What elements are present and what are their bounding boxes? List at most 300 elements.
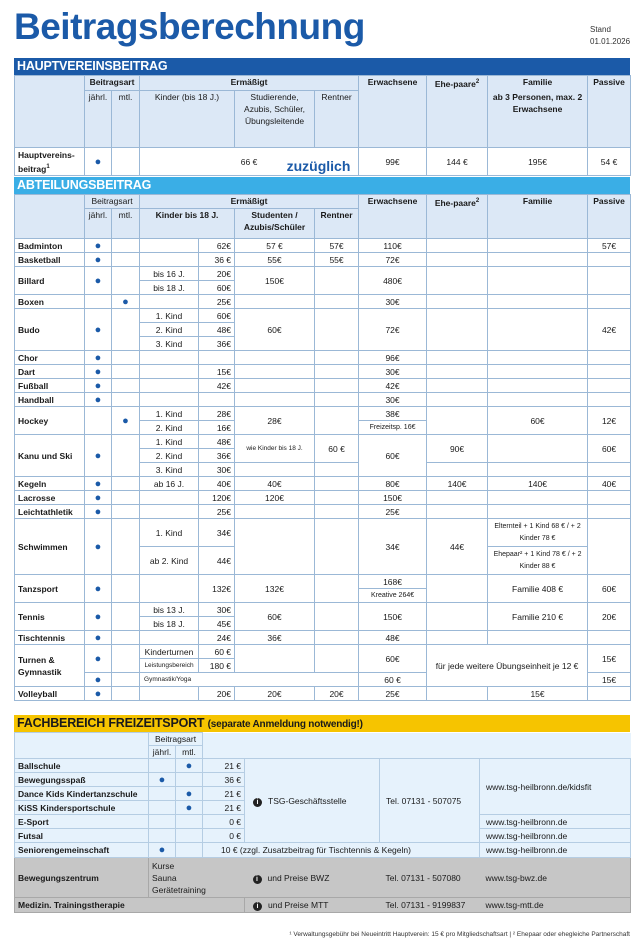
passive-value: 12€: [588, 407, 631, 435]
corner-cell: [15, 76, 85, 148]
empty-cell: [112, 505, 140, 519]
empty-cell: [315, 477, 359, 491]
empty-cell: [149, 801, 176, 815]
table-row: [15, 295, 631, 309]
empty-cell: [199, 393, 235, 407]
empty-cell: [315, 365, 359, 379]
empty-cell: [588, 491, 631, 505]
table-row: [15, 435, 631, 449]
kinder-value: 25€: [199, 505, 235, 519]
erw-value: 30€: [359, 393, 427, 407]
empty-cell: [315, 575, 359, 603]
header-kinder: Kinder bis 18 J.: [140, 209, 235, 239]
empty-cell: [235, 295, 315, 309]
empty-cell: [588, 519, 631, 575]
row-label: Ballschule: [15, 759, 149, 773]
bwz-info: [245, 858, 380, 898]
jaehrl-dot: ●: [85, 148, 112, 176]
row-label: Hauptvereins-beitrag$^1$: [15, 148, 85, 176]
kinder-value: 40€: [199, 477, 235, 491]
table-row: [15, 843, 631, 858]
empty-cell: [588, 463, 631, 477]
empty-cell: [112, 309, 140, 351]
contact-label: TSG-Geschäftsstelle: [268, 795, 347, 806]
empty-cell: [112, 393, 140, 407]
table-row: [15, 505, 631, 519]
empty-cell: [315, 519, 359, 575]
erw-value: 30€: [359, 365, 427, 379]
kinder-value: 30€: [199, 463, 235, 477]
empty-cell: [488, 309, 588, 351]
url-link[interactable]: www.tsg-heilbronn.de: [480, 843, 631, 858]
freizeit-title: FACHBEREICH FREIZEITSPORT (separate Anmeldung notwendig!): [14, 715, 630, 732]
stud-value: 28€: [235, 407, 315, 435]
empty-cell: [427, 575, 488, 603]
row-label: Boxen: [15, 295, 85, 309]
table-row: [15, 253, 631, 267]
kinder-value: 60€: [199, 309, 235, 323]
jaehrl-dot: ●: [85, 645, 112, 673]
empty-cell: [427, 351, 488, 365]
url-link[interactable]: www.tsg-bwz.de: [480, 858, 631, 898]
empty-cell: [488, 267, 588, 295]
kinder-sub: 1. Kind: [140, 435, 199, 449]
erw-value: 99€: [359, 148, 427, 176]
stud-value: wie Kinder bis 18 J.: [235, 435, 315, 463]
kinder-value: 44€: [199, 547, 235, 575]
empty-cell: [588, 351, 631, 365]
ehe-value: 140€: [427, 477, 488, 491]
empty-cell: [235, 645, 315, 673]
empty-cell: [427, 463, 488, 477]
empty-cell: [140, 505, 199, 519]
empty-cell: [85, 295, 112, 309]
empty-cell: [149, 759, 176, 773]
mtl-dot: ●: [112, 407, 140, 435]
jaehrl-dot: ●: [149, 773, 176, 787]
empty-cell: [176, 843, 203, 858]
empty-cell: [488, 393, 588, 407]
stud-value: 150€: [235, 267, 315, 295]
header-familie: Familie ab 3 Personen, max. 2 Erwachsene: [488, 76, 588, 148]
empty-cell: [315, 603, 359, 631]
row-label: Schwimmen: [15, 519, 85, 575]
jaehrl-dot: ●: [85, 575, 112, 603]
row-label: Tennis: [15, 603, 85, 631]
erw-value: 30€: [359, 295, 427, 309]
kinder-value: 132€: [199, 575, 235, 603]
bwz-item: Gerätetraining: [152, 884, 206, 895]
empty-cell: [235, 351, 315, 365]
empty-cell: [588, 505, 631, 519]
header-passive: Passive: [588, 195, 631, 239]
empty-cell: [315, 309, 359, 351]
kinder-sub: bis 18 J.: [140, 281, 199, 295]
empty-cell: [588, 379, 631, 393]
empty-cell: [488, 239, 588, 253]
rentner-value: 57€: [315, 239, 359, 253]
empty-cell: [112, 379, 140, 393]
empty-cell: [427, 603, 488, 631]
header-beitragsart: Beitragsart: [85, 76, 140, 91]
familie-value: Familie 408 €: [488, 575, 588, 603]
header-beitragsart: Beitragsart: [149, 733, 203, 746]
table-row: [15, 477, 631, 491]
passive-value: 42€: [588, 309, 631, 351]
erw-value: 60€: [359, 645, 427, 673]
contact-cell: [245, 759, 380, 843]
empty-cell: [315, 267, 359, 295]
empty-cell: [488, 631, 588, 645]
row-label: Lacrosse: [15, 491, 85, 505]
price-value: 0 €: [203, 815, 245, 829]
passive-value: 60€: [588, 575, 631, 603]
row-label: Chor: [15, 351, 85, 365]
table-row: [15, 393, 631, 407]
rentner-value: 55€: [315, 253, 359, 267]
empty-cell: [588, 365, 631, 379]
row-label: Turnen & Gymnastik: [15, 645, 85, 687]
empty-cell: [588, 267, 631, 295]
kinder-value: 28€: [199, 407, 235, 421]
empty-cell: [315, 407, 359, 435]
empty-cell: [199, 351, 235, 365]
stud-value: 60€: [235, 603, 315, 631]
header-erwachsene: Erwachsene: [359, 76, 427, 148]
empty-cell: [427, 267, 488, 295]
empty-cell: [488, 365, 588, 379]
turnen-note: für jede weitere Übungseinheit je 12 €: [427, 645, 588, 687]
kinder-sub: 3. Kind: [140, 337, 199, 351]
erw-value: 34€: [359, 519, 427, 575]
kinder-value: 45€: [199, 617, 235, 631]
jaehrl-dot: ●: [85, 673, 112, 687]
empty-cell: [588, 393, 631, 407]
jaehrl-dot: ●: [85, 239, 112, 253]
zuzueglich-label: zuzüglich: [286, 158, 351, 174]
passive-value: 20€: [588, 603, 631, 631]
price-value: 21 €: [203, 787, 245, 801]
bwz-item: Kurse: [152, 860, 175, 871]
stand-value: 01.01.2026: [590, 37, 631, 46]
row-label: KiSS Kindersportschule: [15, 801, 149, 815]
empty-cell: [427, 295, 488, 309]
kinder-value: 36 €: [199, 253, 235, 267]
jaehrl-dot: ●: [85, 519, 112, 575]
table-row: [15, 575, 631, 589]
empty-cell: [315, 379, 359, 393]
stud-value: 55€: [235, 253, 315, 267]
stud-value: 20€: [235, 687, 315, 701]
empty-cell: [140, 253, 199, 267]
price-value: 0 €: [203, 829, 245, 843]
empty-cell: [315, 393, 359, 407]
empty-cell: [140, 491, 199, 505]
empty-cell: [315, 505, 359, 519]
row-label: Dart: [15, 365, 85, 379]
empty-cell: [140, 687, 199, 701]
empty-cell: [140, 239, 199, 253]
empty-cell: [176, 829, 203, 843]
erw-value: 72€: [359, 253, 427, 267]
empty-cell: [315, 463, 359, 477]
empty-cell: [112, 365, 140, 379]
kinder-sub: 1. Kind: [140, 309, 199, 323]
freizeit-table: [14, 732, 631, 913]
passive-value: 40€: [588, 477, 631, 491]
table-row: [15, 898, 631, 913]
empty-cell: [315, 351, 359, 365]
header-jaehrl: jährl.: [85, 209, 112, 239]
jaehrl-dot: ●: [85, 253, 112, 267]
kinder-value: 48€: [199, 323, 235, 337]
jaehrl-dot: ●: [85, 631, 112, 645]
row-label: Badminton: [15, 239, 85, 253]
jaehrl-dot: ●: [85, 477, 112, 491]
info-icon: i: [253, 875, 262, 884]
header-jaehrl: jährl.: [85, 91, 112, 148]
empty-cell: [235, 393, 315, 407]
jaehrl-dot: ●: [85, 505, 112, 519]
header-ermaessigt: Ermäßigt: [140, 76, 359, 91]
empty-cell: [140, 393, 199, 407]
stud-value: 60€: [235, 309, 315, 351]
empty-cell: [149, 829, 176, 843]
passive-value: 60€: [588, 435, 631, 463]
row-label: Seniorengemeinschaft: [15, 843, 149, 858]
header-familie: Familie: [488, 195, 588, 239]
stud-value: 120€: [235, 491, 315, 505]
empty-cell: [112, 645, 140, 673]
phone-number: Tel. 07131 - 507075: [380, 759, 480, 843]
empty-cell: [112, 239, 140, 253]
erw-value: 38€: [359, 407, 427, 421]
kinder-sub: Leistungsbereich: [140, 659, 199, 673]
empty-cell: [315, 645, 359, 673]
empty-cell: [235, 519, 315, 575]
erw-value: 72€: [359, 309, 427, 351]
kinder-value: 34€: [199, 519, 235, 547]
table-row: [15, 491, 631, 505]
jaehrl-dot: ●: [85, 603, 112, 631]
kinder-sub: bis 16 J.: [140, 267, 199, 281]
row-label: Leichtathletik: [15, 505, 85, 519]
familie-value: Elternteil + 1 Kind 68 € / + 2 Kinder 78 €: [488, 519, 588, 547]
table-row: [15, 631, 631, 645]
kinder-value: 120€: [199, 491, 235, 505]
bwz-item: Sauna: [152, 872, 177, 883]
kinder-sub: bis 18 J.: [140, 617, 199, 631]
row-label: Basketball: [15, 253, 85, 267]
kinder-value: 16€: [199, 421, 235, 435]
erw-value: 42€: [359, 379, 427, 393]
row-label: Hockey: [15, 407, 85, 435]
empty-cell: [427, 239, 488, 253]
header-kinder: Kinder (bis 18 J.): [140, 91, 235, 148]
empty-cell: [149, 787, 176, 801]
footnotes: ¹ Verwaltungsgebühr bei Neueintritt Hauptverein: 15 € pro Mitgliedschaftsart | ² Ehepaar oder ehegleiche Partnerschaft: [289, 931, 630, 938]
corner-cell: [15, 733, 149, 759]
erw-value: 48€: [359, 631, 427, 645]
table-row: [15, 687, 631, 701]
price-value: 10 € (zzgl. Zusatzbeitrag für Tischtennis & Kegeln): [203, 843, 480, 858]
empty-cell: [427, 309, 488, 351]
row-label: Futsal: [15, 829, 149, 843]
empty-cell: [112, 575, 140, 603]
header-erwachsene: Erwachsene: [359, 195, 427, 239]
kinder-value: 15€: [199, 365, 235, 379]
rentner-value: 20€: [315, 687, 359, 701]
familie-value: 15€: [488, 687, 588, 701]
page-title: Beitragsberechnung: [14, 6, 365, 47]
jaehrl-dot: ●: [85, 267, 112, 295]
stud-value: 40€: [235, 477, 315, 491]
kinder-value: 25€: [199, 295, 235, 309]
jaehrl-dot: ●: [85, 491, 112, 505]
url-link[interactable]: www.tsg-heilbronn.de: [480, 829, 631, 843]
kinder-value: 60 €: [199, 645, 235, 659]
empty-cell: [112, 603, 140, 631]
erw-value: 168€: [359, 575, 427, 589]
ermaessigt-value: 66 €: [140, 148, 359, 176]
stud-value: 36€: [235, 631, 315, 645]
row-label: Budo: [15, 309, 85, 351]
abteilung-table: [14, 194, 631, 701]
table-row: [15, 519, 631, 547]
empty-cell: [315, 295, 359, 309]
familie-value: 140€: [488, 477, 588, 491]
empty-cell: [176, 815, 203, 829]
empty-cell: [235, 505, 315, 519]
erw-value: 150€: [359, 603, 427, 631]
bwz-info-label: und Preise BWZ: [267, 872, 330, 883]
empty-cell: [235, 365, 315, 379]
mtt-info-label: und Preise MTT: [268, 900, 329, 910]
kinder-sub: 2. Kind: [140, 323, 199, 337]
table-row: [15, 365, 631, 379]
table-row: [15, 645, 631, 659]
kinder-value: 180 €: [199, 659, 235, 673]
kinder-sub: Kinderturnen: [140, 645, 199, 659]
ehe-value: 90€: [427, 435, 488, 463]
jaehrl-dot: ●: [85, 365, 112, 379]
empty-cell: [588, 687, 631, 701]
empty-cell: [140, 295, 199, 309]
empty-cell: [588, 295, 631, 309]
table-row: [15, 603, 631, 617]
phone-number: Tel. 07131 - 507080: [380, 858, 480, 898]
row-label: E-Sport: [15, 815, 149, 829]
empty-cell: [427, 253, 488, 267]
empty-cell: [149, 815, 176, 829]
empty-cell: [176, 773, 203, 787]
erw-value: 96€: [359, 351, 427, 365]
empty-cell: [488, 351, 588, 365]
header-filler: [203, 733, 631, 759]
empty-cell: [488, 505, 588, 519]
jaehrl-dot: ●: [149, 843, 176, 858]
row-label: Volleyball: [15, 687, 85, 701]
empty-cell: [112, 519, 140, 575]
empty-cell: [315, 491, 359, 505]
bwz-items: [149, 858, 245, 898]
kinder-value: 48€: [199, 435, 235, 449]
url-link[interactable]: www.tsg-heilbronn.de: [480, 815, 631, 829]
header-rentner: Rentner: [315, 209, 359, 239]
kinder-value: 36€: [199, 449, 235, 463]
empty-cell: [427, 407, 488, 435]
empty-cell: [112, 477, 140, 491]
row-label: Tischtennis: [15, 631, 85, 645]
empty-cell: [112, 673, 140, 687]
mtl-dot: ●: [176, 801, 203, 815]
mtl-dot: ●: [176, 759, 203, 773]
kinder-value: 24€: [199, 631, 235, 645]
table-row: [15, 309, 631, 323]
header-mtl: mtl.: [112, 91, 140, 148]
gymnastik-label: Gymnastik/Yoga: [140, 673, 359, 687]
row-label: Kanu und Ski: [15, 435, 85, 477]
kinder-sub: 1. Kind: [140, 519, 199, 547]
erw-value: 60€: [359, 435, 427, 477]
header-passive: Passive: [588, 76, 631, 148]
stand-label: Stand: [590, 25, 611, 34]
erw-value: 60 €: [359, 673, 427, 687]
empty-cell: [488, 253, 588, 267]
header-ermaessigt: Ermäßigt: [140, 195, 359, 209]
jaehrl-dot: ●: [85, 379, 112, 393]
erw-value: 150€: [359, 491, 427, 505]
table-row: [15, 379, 631, 393]
row-label: Handball: [15, 393, 85, 407]
kinder-value: 30€: [199, 603, 235, 617]
kinder-sub: 2. Kind: [140, 421, 199, 435]
empty-cell: [140, 575, 199, 603]
erw-freizeit-value: Freizeitsp. 16€: [359, 421, 427, 435]
kinder-sub: ab 16 J.: [140, 477, 199, 491]
row-label: Kegeln: [15, 477, 85, 491]
url-link[interactable]: www.tsg-mtt.de: [480, 898, 631, 913]
jaehrl-dot: ●: [85, 687, 112, 701]
familie-value: 195€: [488, 148, 588, 176]
passive-value: 15€: [588, 645, 631, 673]
erw-value: 480€: [359, 267, 427, 295]
kinder-value: 60€: [199, 281, 235, 295]
empty-cell: [235, 379, 315, 393]
row-label: Fußball: [15, 379, 85, 393]
empty-cell: [427, 505, 488, 519]
jaehrl-dot: ●: [85, 351, 112, 365]
empty-cell: [85, 407, 112, 435]
empty-cell: [112, 435, 140, 477]
empty-cell: [427, 379, 488, 393]
row-label: Tanzsport: [15, 575, 85, 603]
empty-cell: [235, 463, 315, 477]
header-rentner: Rentner: [315, 91, 359, 148]
header-ehepaare: Ehe-paare$^2$: [427, 195, 488, 239]
erw-value: 110€: [359, 239, 427, 253]
empty-cell: [488, 295, 588, 309]
phone-number: Tel. 07131 - 9199837: [380, 898, 480, 913]
empty-cell: [112, 253, 140, 267]
jaehrl-dot: ●: [85, 393, 112, 407]
empty-cell: [588, 253, 631, 267]
url-link[interactable]: www.tsg-heilbronn.de/kidsfit: [480, 759, 631, 815]
familie-value: Familie 210 €: [488, 603, 588, 631]
kinder-value: 20€: [199, 267, 235, 281]
empty-cell: [427, 393, 488, 407]
kinder-value: 42€: [199, 379, 235, 393]
